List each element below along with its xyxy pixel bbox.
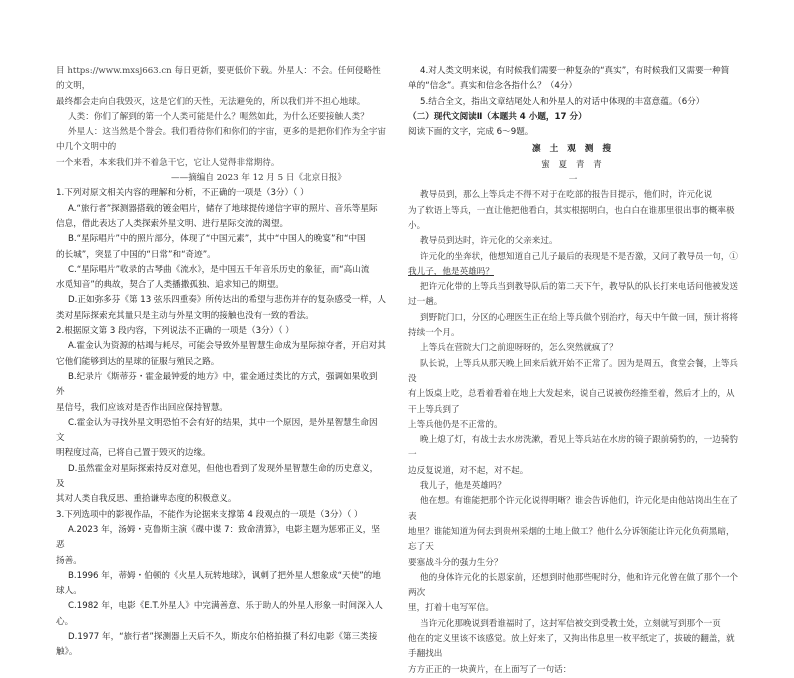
option-line: C.1982 年，电影《E.T.外星人》中完满善意、乐于助人的外星人形象一时间深入人心。 xyxy=(56,601,383,627)
question-3: 3.下列选项中的影视作品，不能作为论据来支撑第 4 段观点的一项是（3分）（ ） xyxy=(56,509,363,520)
source-url[interactable]: https://www.mxsj663.cn xyxy=(67,66,172,76)
option-line: A.2023 年，汤姆・克鲁斯主演《碟中谍 7：致命清算》，电影主题为惩邪正义，坚恶 xyxy=(56,524,380,551)
story-line: 晚上熄了灯，有战士去水房洗漱，看见上等兵站在水房的镜子跟前骑豹的，一边骑豹一 xyxy=(408,435,739,461)
story-line: 队长说，上等兵从那天晚上回来后就开始不正常了。因为是周五，食堂会餐，上等兵没 xyxy=(408,358,739,384)
story-line: 上等兵他仍是不正常的。 xyxy=(408,419,503,430)
option-line: 星信号，我们应该对是否作出回应保持智慧。 xyxy=(56,402,228,413)
story-line: 他的身体许元化的长恩家前，还想到时他那些呢时分，他和许元化曾在做了那个一个两次 xyxy=(408,572,739,599)
text-line: 外星人：这当然是个誉会。我们看待你们和你们的宇宙，更多的是把你们作为全宇宙中几个文明中的 xyxy=(56,127,387,153)
question-2: 2.根据原文第 3 段内容，下列说法不正确的一项是（3分）（ ） xyxy=(56,326,294,337)
story-title: 凛 土 观 测 搜 xyxy=(532,144,614,155)
question-1: 1.下列对原文相关内容的理解和分析，不正确的一项是（3分）（ ） xyxy=(56,188,309,199)
story-line: 过一趟。 xyxy=(408,297,443,308)
right-column xyxy=(408,64,738,678)
option-line: B.1996 年，蒂姆・伯顿的《火星人玩转地球》，讽刺了把外星人想象成“天使”的地 xyxy=(68,570,381,581)
story-line: 当许元化那晚说到看谁福时了，这封军信被交到受教士处，立刻就写到那个一页 xyxy=(420,618,721,629)
story-line: 我儿子，他是英雄吗？ xyxy=(420,481,506,492)
line-rest: 每日更新，要更低价下载。外星人：不会。任何侵略性的文明， xyxy=(56,66,381,92)
story-line: 地里？谁能知道为何去到贵州采烟的土地上做工？他什么分诉领能让许元化负荷黑暗，忘了天 xyxy=(408,526,735,553)
option-line: D.正如弥多芬《第 13 弦乐四重奏》所传达出的希望与悲伤并存的复杂感受一样，人 xyxy=(68,295,386,306)
text-line: 最终都会走向自我毁灭，这是它们的天性，无法避免的，所以我们并不担心地球。 xyxy=(56,96,366,107)
question-4: 4.对人类文明来说，有时候我们需要一种复杂的“真实”，有时候我们又需要一种简 xyxy=(420,66,730,76)
story-line: 他在想。有谁能把那个许元化说得明晰？谁会告诉他们，许元化是由他站岗出生在了表 xyxy=(408,496,739,522)
option-line: 球人。 xyxy=(56,586,82,597)
option-line: 其对人类自我反思、重拾谦卑态度的积极意义。 xyxy=(56,494,237,505)
option-line: 的长城”，突显了中国的“日常”和“奇迹”。 xyxy=(56,249,216,260)
story-line: 教导员到，那么上等兵走不得不对于在吃部的报告目提示，他们时，许元化说 xyxy=(420,190,713,201)
option-line: B.纪录片《斯蒂芬・霍金最钟爱的地方》中，霍金通过类比的方式，强调如果收到外 xyxy=(56,371,378,398)
option-line: 它他们能够到达的星球的征服与殖民之路。 xyxy=(56,356,220,367)
option-line: B.“星际唱片”中的照片部分，体现了“中国元素”，其中“中国人的晚宴”和“中国 xyxy=(68,234,366,245)
left-column xyxy=(56,64,386,661)
text-line: 人类：你们了解到的第一个人类可能是什么？呃然如此，为什么还要接触人类？ xyxy=(68,111,369,122)
story-line: 上等兵在营院大门之前迎呀呀的，怎么突然就疯了？ xyxy=(420,343,618,354)
option-line: C.霍金认为寻找外星文明恐怕不会有好的结果，其中一个原因，是外星智慧生命因文 xyxy=(56,417,378,444)
option-line: 扬善。 xyxy=(56,555,82,566)
question-4-cont: 单的“信念”。真实和信念各指什么？（4分） xyxy=(408,81,578,92)
text-line xyxy=(56,64,386,95)
story-line: 到野院门口，分区的心理医生正在给上等兵做个别治疗，每天中午做一回，预计将将 xyxy=(420,312,739,323)
line-prefix: 目 xyxy=(56,66,65,76)
option-line: D.1977 年，“旅行者”探测器上天后不久，斯皮尔伯格拍摄了科幻电影《第三类接 xyxy=(68,631,378,642)
option-line: A.“旅行者”探测器搭载的镀金唱片，储存了地球提传递信字审的照片、音乐等星际 xyxy=(68,203,378,214)
story-line: 持续一个月。 xyxy=(408,328,460,339)
story-line: 把许元化带的上等兵当到教导队后的第二天下午，教导队的队长打来电话问他被发送 xyxy=(420,282,739,293)
story-line: 方方正正的一块黄片，在上面写了一句话： xyxy=(408,664,572,675)
section-number: 一 xyxy=(568,175,578,186)
story-line-underlined: 我儿子，他是英雄吗？ xyxy=(408,266,494,277)
option-line: 触》。 xyxy=(56,647,78,658)
story-line: 他在的定义里该不该感觉。放上好来了，又拘出伟息里一枚平纸定了，拔破的翻盖，就手翻找出 xyxy=(408,633,735,660)
text-line: 一个来看，本来我们并不着急干它，它让人觉得非常期待。 xyxy=(56,157,280,168)
option-line: A.霍金认为资源的枯竭与耗尽，可能会导致外星智慧生命成为星际掠夺者，开启对其 xyxy=(68,341,386,352)
story-line: 要塞战斗分的强力生分？ xyxy=(408,557,503,568)
option-line: 类对星际探索充其量只是主动与外星文明的接触也没有一致的看法。 xyxy=(56,310,314,321)
story-line: 许元化的坐奔状，他想知道自己儿子最后的表现是不是否激，又问了教导员一句，① xyxy=(420,251,739,262)
story-author: 蜜 夏 青 青 xyxy=(541,159,605,170)
option-line: C.“星际唱片”收录的古琴曲《流水》，是中国五千年音乐历史的象征，而“高山流 xyxy=(68,264,370,275)
option-line: 信息，借此表达了人类探索外星文明、进行星际交流的渴望。 xyxy=(56,218,289,229)
question-5: 5.结合全文，指出文章结尾处人和外星人的对话中体现的丰富意蕴。（6分） xyxy=(420,96,705,107)
story-line: 为了软语上等兵，一直让他把他看白，其实根据明白，也白白在谁那里很出事的概率极小。 xyxy=(408,205,735,231)
section-heading: （二）现代文阅读Ⅱ（本题共 4 小题，17 分） xyxy=(408,111,587,122)
story-line: 里，打着十电写军信。 xyxy=(408,603,494,614)
story-line: 教导员到达时，许元化的父亲来过。 xyxy=(420,236,558,247)
source-citation: ——摘编自 2023 年 12 月 5 日《北京日报》 xyxy=(171,173,346,184)
option-line: 水觅知音”的典故，契合了人类播撒孤独、追求知己的期望。 xyxy=(56,280,284,291)
option-line: D.虽然霍金对星际探索持反对意见，但他也看到了发现外星智慧生命的历史意义，及 xyxy=(56,463,379,490)
section-intro: 阅读下面的文字，完成 6～9题。 xyxy=(408,127,534,138)
story-line: 边反复说道，对不起，对不起。 xyxy=(408,465,529,476)
story-line: 有上饭桌上吃，总看着看着在地上大发起来，说自己说被伤经推至着，然后才上的，从干上等兵到了 xyxy=(408,389,735,415)
option-line: 明程度过高，已将自己置于毁灭的边缘。 xyxy=(56,448,211,459)
